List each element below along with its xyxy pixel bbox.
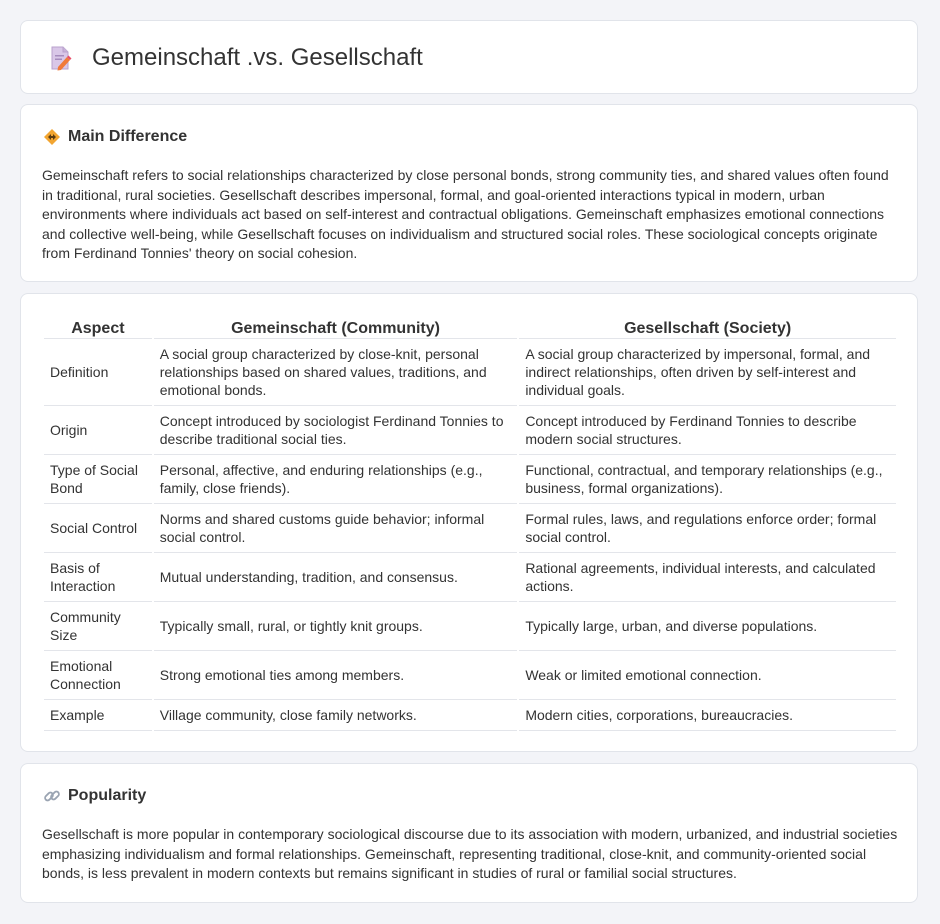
- table-row: [44, 406, 896, 455]
- aspect-cell: Definition: [44, 339, 152, 406]
- popularity-heading: Popularity: [68, 787, 147, 804]
- header-gesellschaft: Gesellschaft (Society): [519, 316, 896, 339]
- header-gemeinschaft: Gemeinschaft (Community): [154, 316, 518, 339]
- comparison-table: [42, 316, 898, 731]
- table-row: [44, 651, 896, 700]
- gesellschaft-cell: A social group characterized by impersonal, formal, and indirect relationships, often driven by self-interest and individual goals.: [519, 339, 896, 406]
- main-difference-text: Gemeinschaft refers to social relationships characterized by close personal bonds, strong community ties, and shared values often found in traditional, rural societies. Gesellschaft describes impersonal, formal, and goal-oriented interactions typical in modern, urban environments where individuals act based on self-interest and contractual obligations. Gemeinschaft emphasizes emotional connections and collective well-being, while Gesellschaft focuses on individualism and structured social roles. These sociological concepts originate from Ferdinand Tonnies' theory on social cohesion.: [42, 167, 889, 262]
- gemeinschaft-cell: Concept introduced by sociologist Ferdinand Tonnies to describe traditional social ties.: [154, 406, 518, 455]
- popularity-text: Gesellschaft is more popular in contemporary sociological discourse due to its association with modern, urbanized, and industrial societies emphasizing individualism and formal relationships. Gemeinschaft, representing traditional, close-knit, and community-oriented social bonds, is less prevalent in modern contexts but remains significant in studies of rural or familial social structures.: [42, 826, 898, 882]
- table-row: [44, 700, 896, 731]
- gemeinschaft-cell: Typically small, rural, or tightly knit groups.: [154, 602, 518, 651]
- gemeinschaft-cell: Strong emotional ties among members.: [154, 651, 518, 700]
- gesellschaft-cell: Typically large, urban, and diverse populations.: [519, 602, 896, 651]
- gesellschaft-cell: Modern cities, corporations, bureaucracies.: [519, 700, 896, 731]
- aspect-cell: Basis of Interaction: [44, 553, 152, 602]
- table-row: [44, 339, 896, 406]
- aspect-cell: Emotional Connection: [44, 651, 152, 700]
- gesellschaft-cell: Formal rules, laws, and regulations enforce order; formal social control.: [519, 504, 896, 553]
- gemeinschaft-cell: Village community, close family networks.: [154, 700, 518, 731]
- aspect-cell: Community Size: [44, 602, 152, 651]
- gesellschaft-cell: Rational agreements, individual interests, and calculated actions.: [519, 553, 896, 602]
- main-difference-header: [43, 127, 187, 147]
- gesellschaft-cell: Functional, contractual, and temporary relationships (e.g., business, formal organizations).: [519, 455, 896, 504]
- header-aspect: Aspect: [44, 316, 152, 339]
- table-row: [44, 504, 896, 553]
- table-row: [44, 602, 896, 651]
- page-title: Gemeinschaft .vs. Gesellschaft: [92, 44, 423, 71]
- table-header-row: [44, 316, 896, 339]
- gesellschaft-cell: Concept introduced by Ferdinand Tonnies to describe modern social structures.: [519, 406, 896, 455]
- main-difference-heading: Main Difference: [68, 128, 188, 145]
- gemeinschaft-cell: Norms and shared customs guide behavior; informal social control.: [154, 504, 518, 553]
- gemeinschaft-cell: A social group characterized by close-knit, personal relationships based on shared values, traditions, and emotional bonds.: [154, 339, 518, 406]
- header-card: [20, 20, 918, 94]
- popularity-section: [20, 763, 918, 903]
- aspect-cell: Type of Social Bond: [44, 455, 152, 504]
- gesellschaft-cell: Weak or limited emotional connection.: [519, 651, 896, 700]
- link-icon: [43, 787, 61, 805]
- document-pencil-icon: [47, 45, 73, 71]
- gemeinschaft-cell: Mutual understanding, tradition, and consensus.: [154, 553, 518, 602]
- popularity-header: [43, 786, 146, 806]
- table-row: [44, 455, 896, 504]
- comparison-section: [20, 293, 918, 752]
- table-row: [44, 553, 896, 602]
- gemeinschaft-cell: Personal, affective, and enduring relationships (e.g., family, close friends).: [154, 455, 518, 504]
- diamond-arrows-icon: [43, 128, 61, 146]
- main-difference-section: [20, 104, 918, 282]
- aspect-cell: Social Control: [44, 504, 152, 553]
- aspect-cell: Origin: [44, 406, 152, 455]
- aspect-cell: Example: [44, 700, 152, 731]
